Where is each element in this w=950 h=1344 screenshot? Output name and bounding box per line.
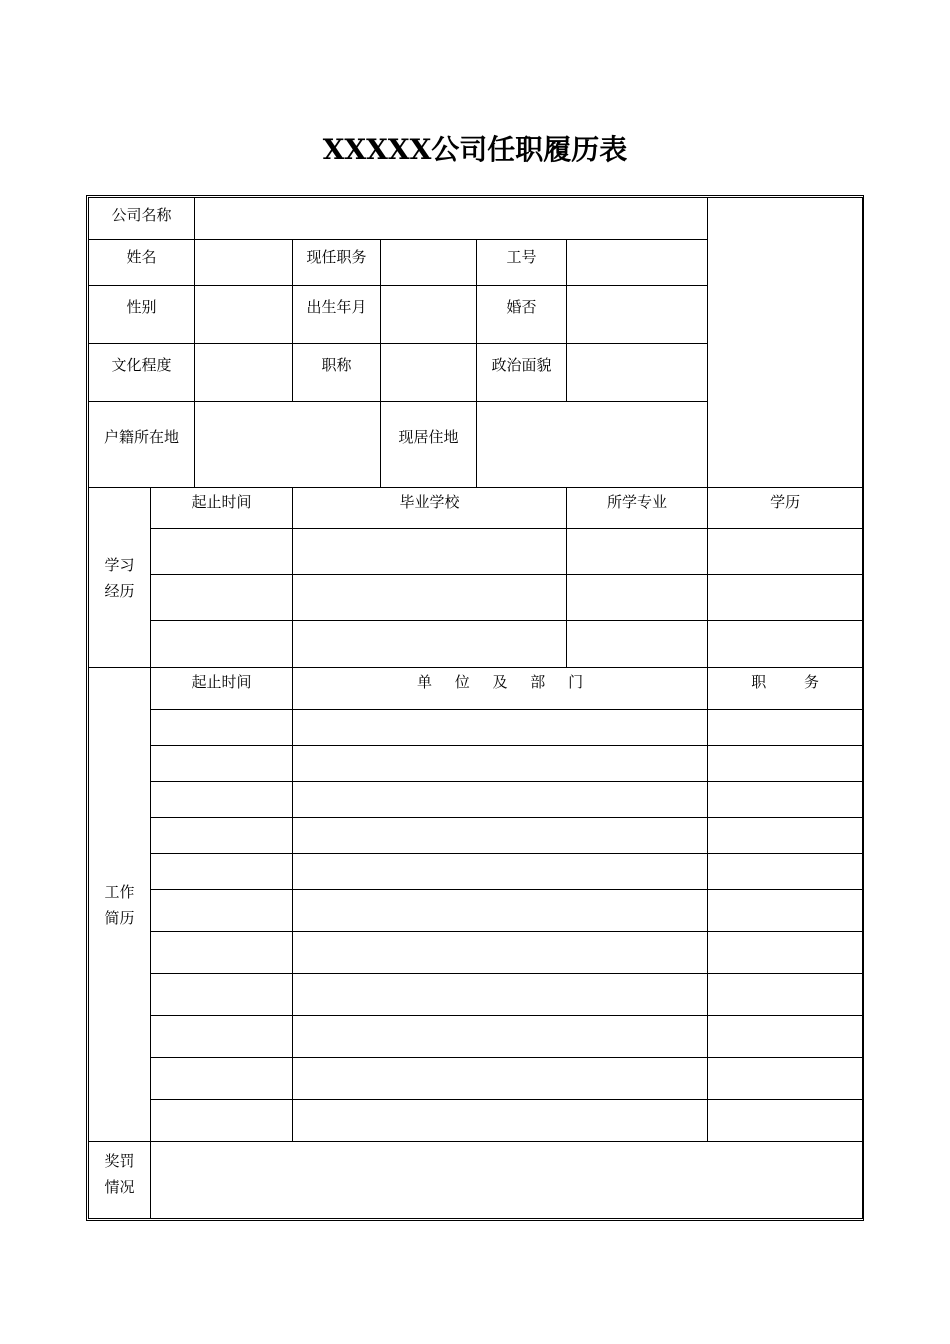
work-unit-field[interactable] bbox=[293, 890, 708, 932]
political-status-label: 政治面貌 bbox=[477, 344, 567, 402]
work-header-period: 起止时间 bbox=[151, 668, 293, 710]
work-header-unit: 单 位 及 部 门 bbox=[293, 668, 708, 710]
current-residence-label: 现居住地 bbox=[381, 402, 477, 488]
study-label-line1: 学习 bbox=[104, 555, 135, 574]
study-period-field[interactable] bbox=[151, 529, 293, 575]
company-name-field[interactable] bbox=[195, 198, 708, 240]
photo-box[interactable] bbox=[708, 198, 863, 488]
work-period-field[interactable] bbox=[151, 974, 293, 1016]
study-header-school: 毕业学校 bbox=[293, 488, 567, 529]
work-unit-field[interactable] bbox=[293, 974, 708, 1016]
work-period-field[interactable] bbox=[151, 854, 293, 890]
employee-no-field[interactable] bbox=[567, 240, 708, 286]
gender-label: 性别 bbox=[89, 286, 195, 344]
work-position-field[interactable] bbox=[708, 818, 863, 854]
current-position-label: 现任职务 bbox=[293, 240, 381, 286]
work-period-field[interactable] bbox=[151, 932, 293, 974]
work-position-field[interactable] bbox=[708, 1016, 863, 1058]
study-school-field[interactable] bbox=[293, 575, 567, 621]
work-position-field[interactable] bbox=[708, 854, 863, 890]
work-period-field[interactable] bbox=[151, 818, 293, 854]
study-major-field[interactable] bbox=[567, 529, 708, 575]
work-header-position: 职 务 bbox=[708, 668, 863, 710]
work-unit-field[interactable] bbox=[293, 782, 708, 818]
name-label: 姓名 bbox=[89, 240, 195, 286]
work-position-field[interactable] bbox=[708, 1058, 863, 1100]
rewards-field[interactable] bbox=[151, 1142, 863, 1219]
study-major-field[interactable] bbox=[567, 575, 708, 621]
resume-table bbox=[88, 197, 863, 1219]
study-school-field[interactable] bbox=[293, 529, 567, 575]
political-status-field[interactable] bbox=[567, 344, 708, 402]
employee-no-label: 工号 bbox=[477, 240, 567, 286]
resume-form bbox=[86, 195, 864, 1221]
study-label-line2: 经历 bbox=[104, 581, 135, 600]
household-register-field[interactable] bbox=[195, 402, 381, 488]
page-title: XXXXX公司任职履历表 bbox=[322, 133, 628, 166]
study-degree-field[interactable] bbox=[708, 575, 863, 621]
rewards-label-line2: 情况 bbox=[104, 1178, 135, 1196]
work-position-field[interactable] bbox=[708, 932, 863, 974]
work-label-line1: 工作 bbox=[104, 882, 135, 901]
work-position-field[interactable] bbox=[708, 890, 863, 932]
work-unit-field[interactable] bbox=[293, 1100, 708, 1142]
work-unit-field[interactable] bbox=[293, 746, 708, 782]
rewards-section-label bbox=[89, 1142, 151, 1219]
marital-label: 婚否 bbox=[477, 286, 567, 344]
education-level-label: 文化程度 bbox=[89, 344, 195, 402]
study-section-label bbox=[89, 488, 151, 668]
work-unit-field[interactable] bbox=[293, 710, 708, 746]
study-header-major: 所学专业 bbox=[567, 488, 708, 529]
gender-field[interactable] bbox=[195, 286, 293, 344]
study-school-field[interactable] bbox=[293, 621, 567, 668]
work-unit-field[interactable] bbox=[293, 1058, 708, 1100]
marital-field[interactable] bbox=[567, 286, 708, 344]
work-period-field[interactable] bbox=[151, 1100, 293, 1142]
work-period-field[interactable] bbox=[151, 890, 293, 932]
current-residence-field[interactable] bbox=[477, 402, 708, 488]
education-level-field[interactable] bbox=[195, 344, 293, 402]
job-title-label: 职称 bbox=[293, 344, 381, 402]
company-name-label: 公司名称 bbox=[89, 198, 195, 240]
birth-label: 出生年月 bbox=[293, 286, 381, 344]
study-period-field[interactable] bbox=[151, 575, 293, 621]
work-period-field[interactable] bbox=[151, 746, 293, 782]
work-position-field[interactable] bbox=[708, 710, 863, 746]
work-unit-field[interactable] bbox=[293, 932, 708, 974]
study-major-field[interactable] bbox=[567, 621, 708, 668]
work-period-field[interactable] bbox=[151, 1058, 293, 1100]
work-position-field[interactable] bbox=[708, 974, 863, 1016]
household-register-label: 户籍所在地 bbox=[89, 402, 195, 488]
study-header-degree: 学历 bbox=[708, 488, 863, 529]
work-period-field[interactable] bbox=[151, 1016, 293, 1058]
study-degree-field[interactable] bbox=[708, 529, 863, 575]
work-unit-field[interactable] bbox=[293, 854, 708, 890]
work-period-field[interactable] bbox=[151, 782, 293, 818]
name-field[interactable] bbox=[195, 240, 293, 286]
work-unit-field[interactable] bbox=[293, 1016, 708, 1058]
work-position-field[interactable] bbox=[708, 746, 863, 782]
study-header-period: 起止时间 bbox=[151, 488, 293, 529]
job-title-field[interactable] bbox=[381, 344, 477, 402]
study-degree-field[interactable] bbox=[708, 621, 863, 668]
rewards-label-line1: 奖罚 bbox=[104, 1152, 135, 1170]
work-section-label bbox=[89, 668, 151, 1142]
birth-field[interactable] bbox=[381, 286, 477, 344]
work-position-field[interactable] bbox=[708, 1100, 863, 1142]
work-label-line2: 简历 bbox=[104, 908, 135, 927]
work-position-field[interactable] bbox=[708, 782, 863, 818]
work-unit-field[interactable] bbox=[293, 818, 708, 854]
current-position-field[interactable] bbox=[381, 240, 477, 286]
study-period-field[interactable] bbox=[151, 621, 293, 668]
work-period-field[interactable] bbox=[151, 710, 293, 746]
